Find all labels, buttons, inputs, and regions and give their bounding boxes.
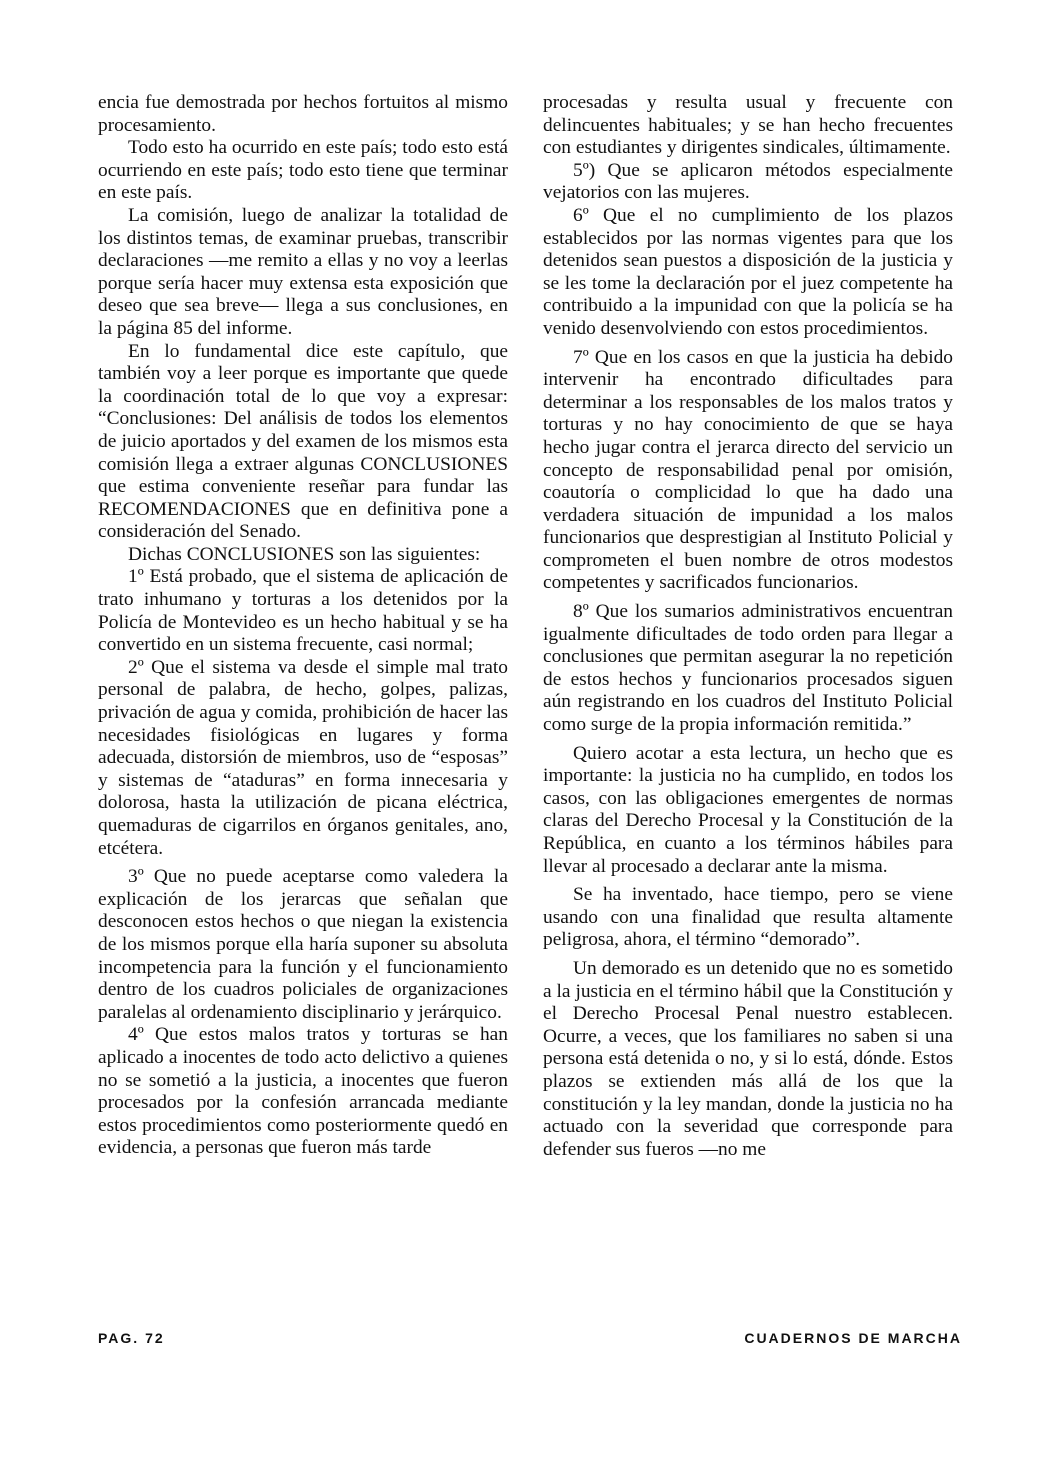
conclusion-item-7: 7º Que en los casos en que la justicia ha debido intervenir ha encontrado dificultades para determinar a los responsables de los malos tratos y torturas y no hay conocimiento de que se haya hecho jugar contra el jerarca directo del servicio un concepto de responsabilidad penal por omisión, coautoría o complicidad lo que ha dado una verdadera situación de impunidad a los malos funcionarios que desprestigian al Instituto Policial y comprometen el buen nombre de otros modestos competentes y sacrificados funcionarios. — [543, 346, 953, 594]
conclusion-item-8: 8º Que los sumarios administrativos encuentran igualmente dificultades de todo orden para llegar a conclusiones que permitan asegurar la no repetición de estos hechos y funcionarios procesados siguen aún registrando en los cuadros del Instituto Policial como surge de la propia información remitida.” — [543, 601, 953, 736]
conclusion-item-5: 5º) Que se aplicaron métodos especialmente vejatorios con las mujeres. — [543, 159, 953, 204]
paragraph: Quiero acotar a esta lectura, un hecho que es importante: la justicia no ha cumplido, en todos los casos, con las obligaciones emergentes de normas claras del Derecho Procesal y la Constitución de la República, en cuanto a los términos hábiles para llevar al procesado a declarar ante la misma. — [543, 742, 953, 877]
left-text-column — [98, 92, 508, 1160]
paragraph: Un demorado es un detenido que no es sometido a la justicia en el término hábil que la Constitución y el Derecho Procesal Penal nuestro establecen. Ocurre, a veces, que los familiares no saben si una persona está detenida o no, y si lo está, dónde. Estos plazos se extienden más allá de los que la constitución y la ley mandan, donde la justicia no ha actuado con la severidad que corresponde para defender sus fueros —no me — [543, 957, 953, 1160]
paragraph: En lo fundamental dice este capítulo, que también voy a leer porque es importante que quede la coordinación total de lo que voy a expresar: “Conclusiones: Del análisis de todos los elementos de juicio aportados y del examen de los mismos esta comisión llega a extraer algunas CONCLUSIONES que estima conveniente reseñar para fundar las RECOMENDACIONES que en definitiva pone a consideración del Senado. — [98, 340, 508, 543]
conclusion-item-6: 6º Que el no cumplimiento de los plazos establecidos por las normas vigentes para que los detenidos sean puestos a disposición de la justicia y se les tome la declaración por el juez competente ha contribuido a la impunidad con que la policía se ha venido desenvolviendo con estos procedimientos. — [543, 204, 953, 339]
page-number: PAG. 72 — [98, 1330, 165, 1346]
paragraph-continuation: procesadas y resulta usual y frecuente con delincuentes habituales; y se han hecho frecuentes con estudiantes y dirigentes sindicales, últimamente. — [543, 92, 953, 159]
paragraph: La comisión, luego de analizar la totalidad de los distintos temas, de examinar pruebas, transcribir declaraciones —me remito a ellas y no voy a leerlas porque sería hacer muy extensa esta exposición que deseo que sea breve— llega a sus conclusiones, en la página 85 del informe. — [98, 204, 508, 339]
publication-name: CUADERNOS DE MARCHA — [744, 1330, 962, 1346]
right-text-column — [543, 92, 953, 1161]
conclusion-item-2: 2º Que el sistema va desde el simple mal trato personal de palabra, de hecho, golpes, palizas, privación de agua y comida, prohibición de hacer las necesidades fisiológicas en lugares y forma adecuada, distorsión de miembros, uso de “esposas” y sistemas de “ataduras” en forma innecesaria y dolorosa, hasta la utilización de picana eléctrica, quemaduras de cigarrilos en órganos genitales, ano, etcétera. — [98, 656, 508, 859]
paragraph: Todo esto ha ocurrido en este país; todo esto está ocurriendo en este país; todo esto tiene que terminar en este país. — [98, 137, 508, 204]
paragraph: Dichas CONCLUSIONES son las siguientes: — [128, 543, 481, 565]
paragraph-continuation: encia fue demostrada por hechos fortuitos al mismo procesamiento. — [98, 92, 508, 136]
conclusion-item-4: 4º Que estos malos tratos y torturas se han aplicado a inocentes de todo acto delictivo a quienes no se sometió a la justicia, a inocentes que fueron procesados por la confesión arrancada mediante estos procedimientos como posteriormente quedó en evidencia, a personas que fueron más tarde — [98, 1024, 508, 1159]
paragraph: Se ha inventado, hace tiempo, pero se viene usando con una finalidad que resulta altamente peligrosa, ahora, el término “demorado”. — [543, 884, 953, 951]
conclusion-item-1: 1º Está probado, que el sistema de aplicación de trato inhumano y torturas a los detenidos por la Policía de Montevideo es un hecho habitual y se ha convertido en un sistema frecuente, casi normal; — [98, 566, 508, 656]
conclusion-item-3: 3º Que no puede aceptarse como valedera la explicación de los jerarcas que señalan que desconocen estos hechos o que niegan la existencia de los mismos porque ella haría suponer su absoluta incompetencia para la función y el funcionamiento dentro de los cuadros policiales de organizaciones paralelas al ordenamiento disciplinario y jerárquico. — [98, 866, 508, 1023]
